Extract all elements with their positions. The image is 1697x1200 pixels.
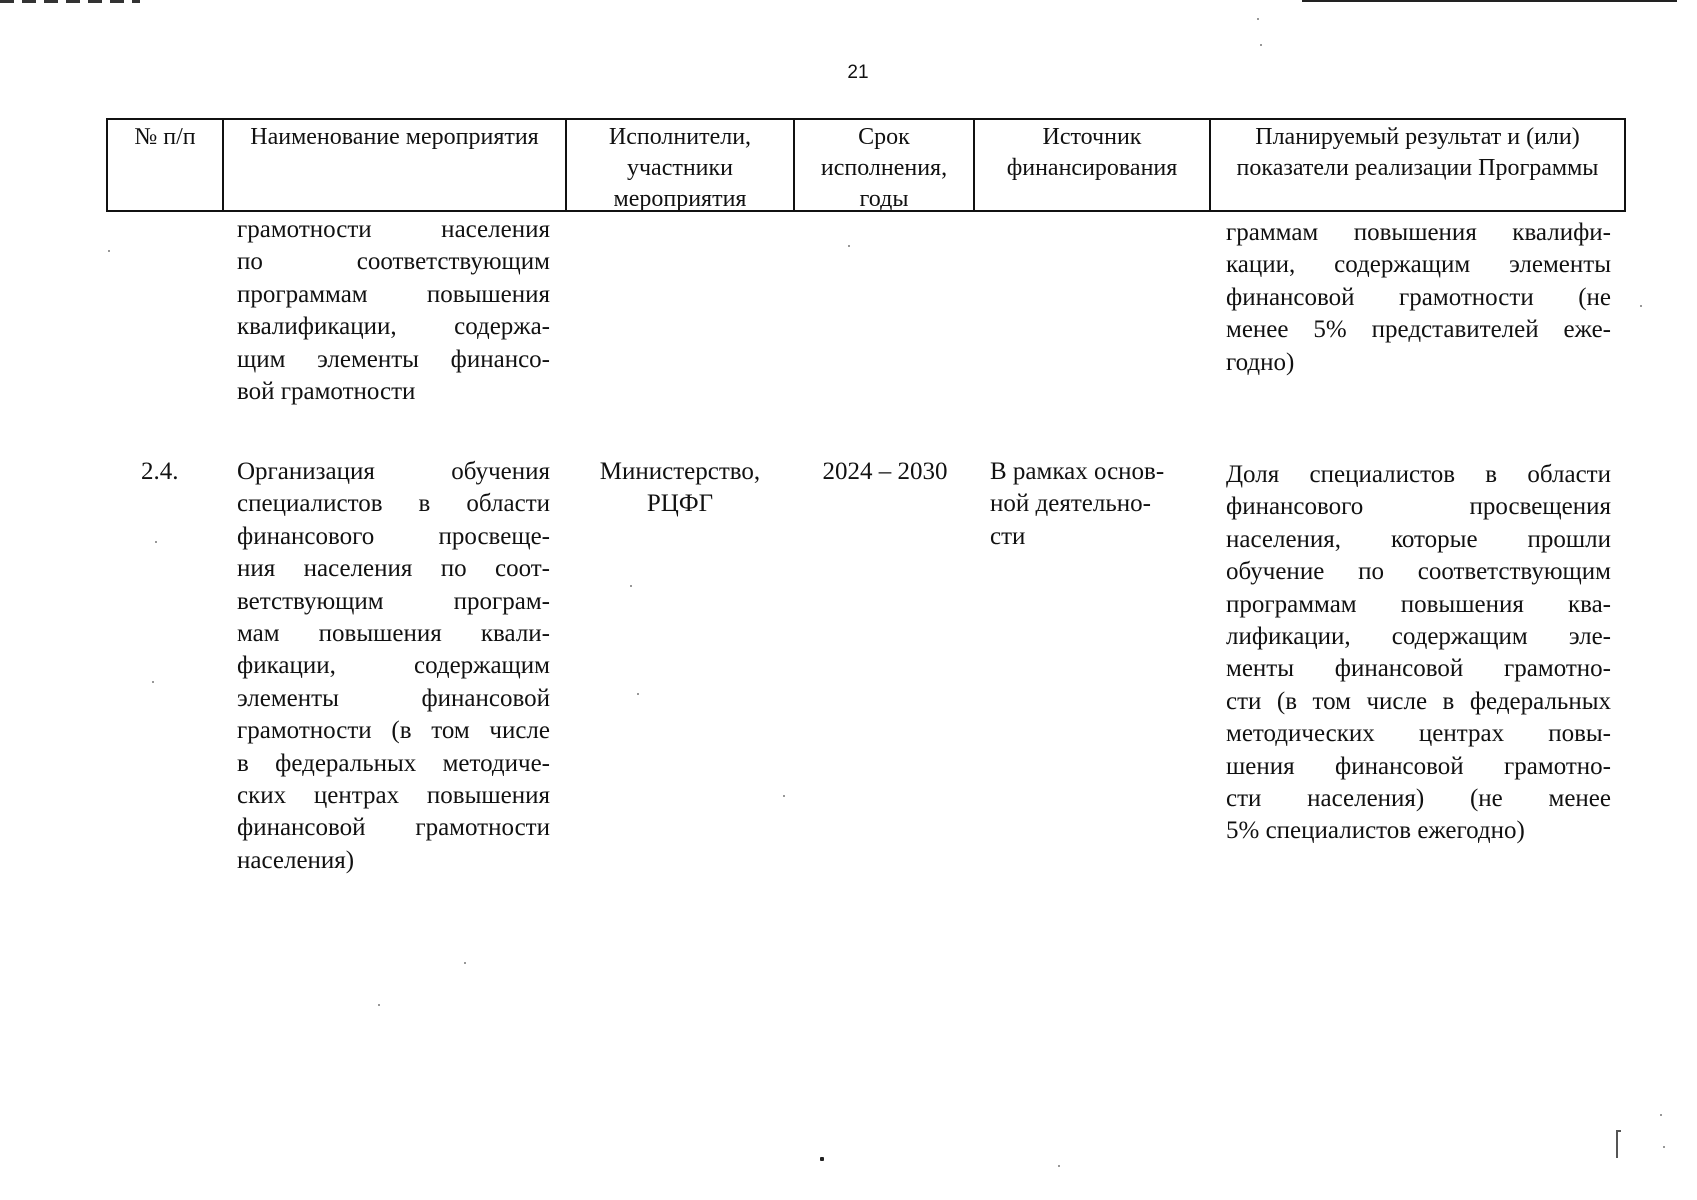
text-line: Министерство, xyxy=(599,458,761,485)
text-line: менее 5% представителей еже- xyxy=(1226,316,1611,344)
scan-speck xyxy=(108,250,110,252)
text-line: щим элементы финансо- xyxy=(237,345,550,373)
column-header-planned-result: Планируемый результат и (или) показатели реализации Программы xyxy=(1236,124,1599,181)
text-line: программам повышения ква- xyxy=(1226,590,1611,618)
text-line: вой грамотности xyxy=(237,378,416,406)
continuation-planned-result xyxy=(1226,217,1611,379)
scan-speck xyxy=(1257,18,1259,20)
text-line: ния населения по соот- xyxy=(237,555,550,583)
text-line: сти (в том числе в федеральных xyxy=(1226,687,1611,715)
text-line: по соответствующим xyxy=(237,248,550,276)
text-line: грамотности (в том числе xyxy=(237,717,550,745)
column-header-funding-source: Источник финансирования xyxy=(975,120,1211,210)
scan-speck xyxy=(1640,305,1642,307)
text-line: элементы финансовой xyxy=(237,684,550,712)
page-number: 21 xyxy=(847,62,869,83)
text-line: мам повышения квали- xyxy=(237,620,550,648)
text-line: шения финансовой грамотно- xyxy=(1226,752,1611,780)
text-line: специалистов в области xyxy=(237,490,550,518)
text-line: менты финансовой грамотно- xyxy=(1226,655,1611,683)
text-line: в федеральных методиче- xyxy=(237,749,550,777)
scan-speck xyxy=(152,681,154,683)
scan-speck xyxy=(1616,1130,1621,1158)
table-header xyxy=(106,118,1626,212)
text-line: фикации, содержащим xyxy=(237,652,550,680)
row-number: 2.4. xyxy=(141,458,179,485)
text-line: ветствующим програм- xyxy=(237,587,550,615)
text-line: 5% специалистов ежегодно) xyxy=(1226,817,1525,845)
scan-speck xyxy=(630,585,632,587)
text-line: обучение по соответствующим xyxy=(1226,558,1611,586)
text-line: Организация обучения xyxy=(237,458,550,485)
text-line: лификации, содержащим эле- xyxy=(1226,623,1611,651)
text-line: В рамках основ- xyxy=(990,458,1165,485)
scan-speck xyxy=(155,541,157,543)
text-line: финансового просвеще- xyxy=(237,522,550,550)
text-line: ной деятельно- xyxy=(990,490,1151,518)
text-line: финансовой грамотности (не xyxy=(1226,283,1611,311)
text-line: населения, которые прошли xyxy=(1226,525,1611,553)
text-line: кации, содержащим элементы xyxy=(1226,251,1611,279)
text-line: сти xyxy=(990,522,1026,550)
scan-speck xyxy=(848,245,850,247)
text-line: программам повышения xyxy=(237,280,550,308)
text-line: методических центрах повы- xyxy=(1226,720,1611,748)
text-line: грамотности населения xyxy=(237,216,550,243)
column-header-number: № п/п xyxy=(108,120,224,210)
scan-speck xyxy=(464,962,466,964)
row-activity-name xyxy=(237,456,550,877)
continuation-activity-name xyxy=(237,214,550,408)
text-line: ских центрах повышения xyxy=(237,782,550,810)
row-executors xyxy=(580,456,780,521)
scan-speck xyxy=(1663,1146,1665,1148)
column-header-period: Срок исполнения, годы xyxy=(795,120,975,210)
scan-speck xyxy=(1260,44,1262,46)
scan-speck xyxy=(820,1157,824,1161)
row-period: 2024 – 2030 xyxy=(822,458,948,485)
text-line: квалификации, содержа- xyxy=(237,313,550,341)
column-header-executors: Исполнители, участники мероприятия xyxy=(567,120,795,210)
text-line: РЦФГ xyxy=(646,490,714,518)
text-line: сти населения) (не менее xyxy=(1226,785,1611,813)
column-header-activity-name: Наименование мероприятия xyxy=(224,120,567,210)
text-line: граммам повышения квалифи- xyxy=(1226,219,1611,246)
row-planned-result xyxy=(1226,459,1611,848)
scan-speck xyxy=(783,795,785,797)
text-line: финансового просвещения xyxy=(1226,493,1611,521)
scan-speck xyxy=(1058,1165,1060,1167)
scan-speck xyxy=(637,693,639,695)
row-funding-source xyxy=(990,456,1200,553)
text-line: финансовой грамотности xyxy=(237,814,550,842)
scan-speck xyxy=(1660,1114,1662,1116)
scan-edge-line xyxy=(1302,0,1677,2)
scan-speck xyxy=(378,1004,380,1006)
text-line: Доля специалистов в области xyxy=(1226,461,1611,488)
scan-edge-mark xyxy=(0,0,140,3)
text-line: годно) xyxy=(1226,348,1295,376)
text-line: населения) xyxy=(237,846,355,874)
